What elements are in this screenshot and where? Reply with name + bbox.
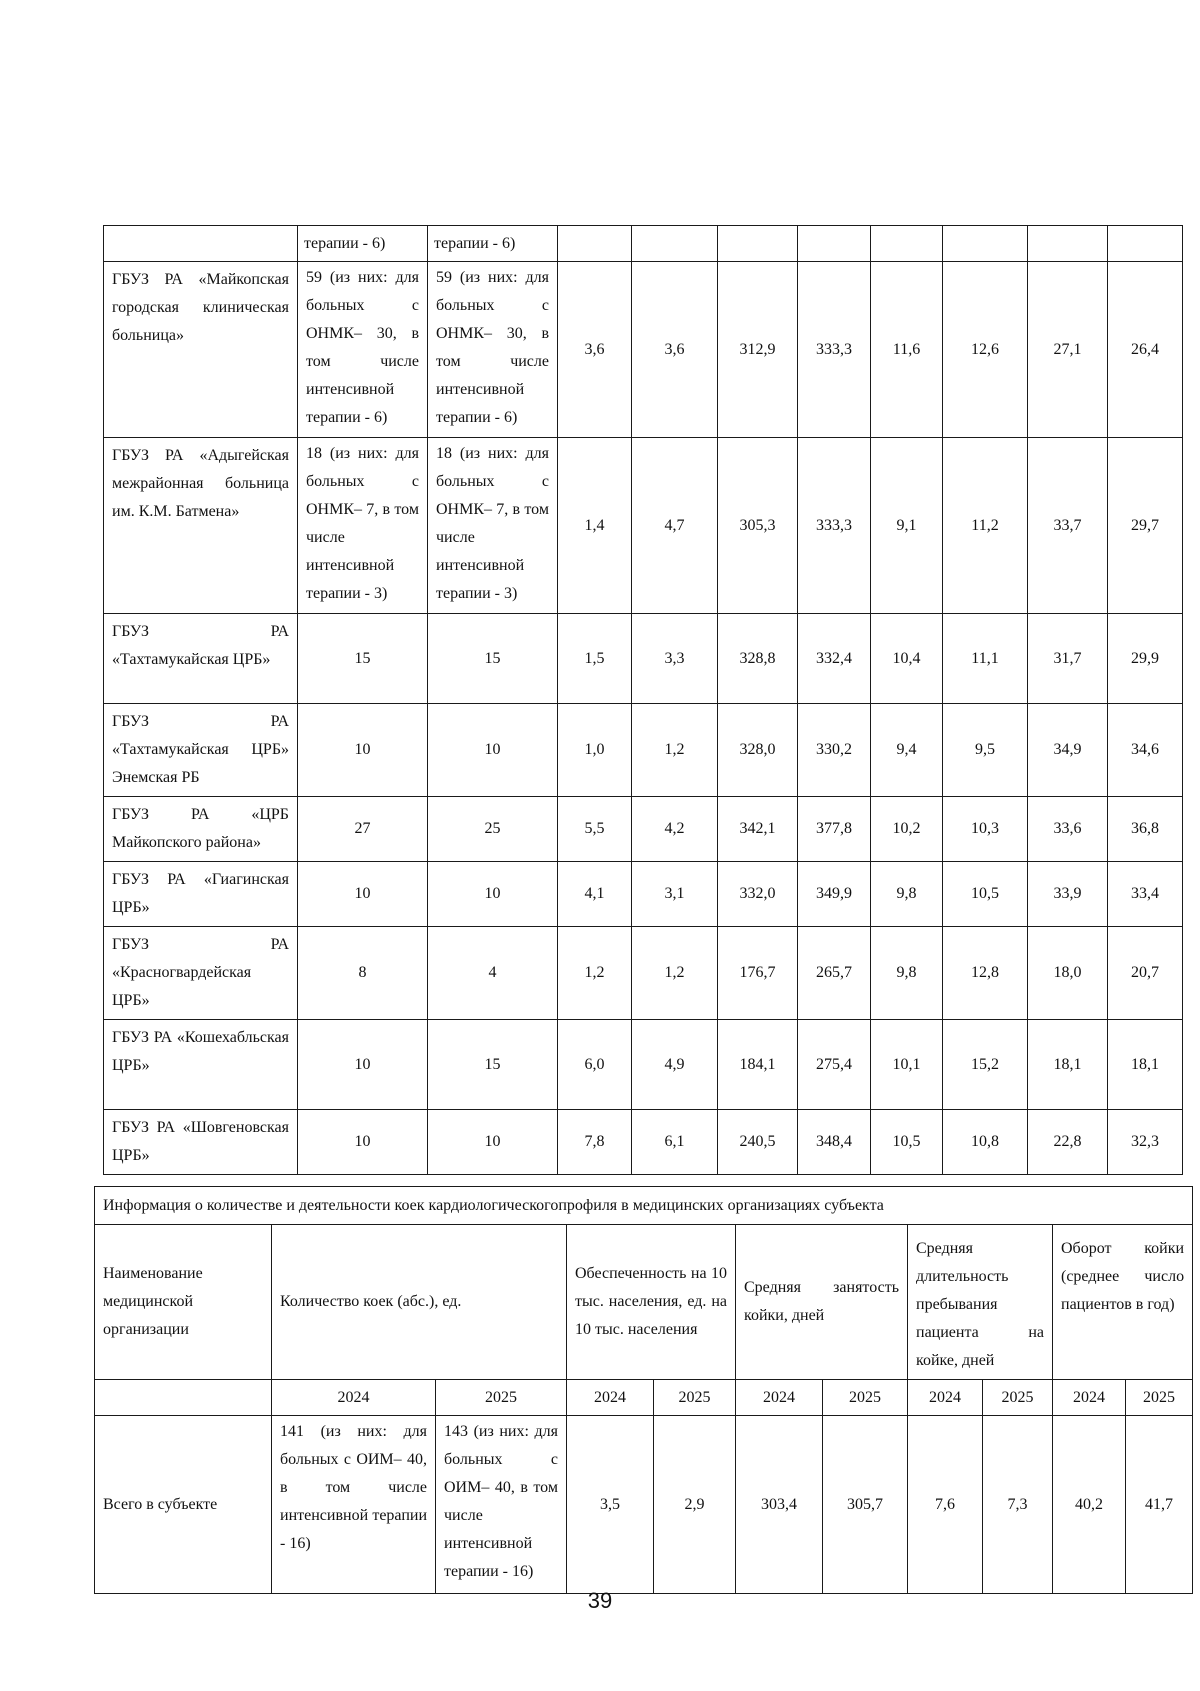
total-value-cell: 7,3 — [983, 1416, 1053, 1594]
value-cell: 6,1 — [632, 1110, 718, 1175]
value-cell: 333,3 — [798, 262, 871, 438]
value-cell: 7,8 — [558, 1110, 632, 1175]
header-provision: Обеспеченность на 10 тыс. населения, ед. на 10 тыс. населения — [567, 1225, 736, 1380]
value-cell: 349,9 — [798, 862, 871, 927]
beds-2025: 15 — [428, 1020, 558, 1110]
value-cell: 10,8 — [943, 1110, 1028, 1175]
value-cell: 176,7 — [718, 927, 798, 1020]
value-cell: 10,3 — [943, 797, 1028, 862]
value-cell: 240,5 — [718, 1110, 798, 1175]
beds-2024: 10 — [298, 1110, 428, 1175]
value-cell: 20,7 — [1108, 927, 1183, 1020]
org-name: ГБУЗ РА «Тахтамукайская ЦРБ» Энемская РБ — [104, 704, 298, 797]
table-row — [104, 704, 1183, 797]
value-cell: 10,1 — [871, 1020, 943, 1110]
value-cell: 328,0 — [718, 704, 798, 797]
value-cell: 33,7 — [1028, 438, 1108, 614]
value-cell: 34,6 — [1108, 704, 1183, 797]
year-header: 2024 — [1053, 1380, 1126, 1416]
year-header: 2024 — [736, 1380, 823, 1416]
total-value-cell: 305,7 — [823, 1416, 908, 1594]
continuation-cell — [104, 226, 298, 262]
org-name: ГБУЗ РА «Майкопская городская клиническая больница» — [104, 262, 298, 438]
table-row — [104, 1110, 1183, 1175]
value-cell: 18,0 — [1028, 927, 1108, 1020]
beds-2025: 10 — [428, 1110, 558, 1175]
org-name: ГБУЗ РА «Шовгеновская ЦРБ» — [104, 1110, 298, 1175]
value-cell: 332,4 — [798, 614, 871, 704]
value-cell: 3,6 — [558, 262, 632, 438]
continuation-cell — [1108, 226, 1183, 262]
continuation-cell: терапии - 6) — [428, 226, 558, 262]
table-row — [104, 226, 1183, 262]
beds-2024: 59 (из них: для больных с ОНМК– 30, в том числе интенсивной терапии - 6) — [298, 262, 428, 438]
value-cell: 184,1 — [718, 1020, 798, 1110]
org-name: ГБУЗ РА «Гиагинская ЦРБ» — [104, 862, 298, 927]
value-cell: 12,8 — [943, 927, 1028, 1020]
continuation-cell: терапии - 6) — [298, 226, 428, 262]
value-cell: 11,1 — [943, 614, 1028, 704]
header-empty-cell — [95, 1380, 272, 1416]
value-cell: 10,5 — [943, 862, 1028, 927]
header-duration: Средняя длительность пребывания пациента на койке, дней — [908, 1225, 1053, 1380]
total-value-cell: 3,5 — [567, 1416, 654, 1594]
total-value-cell: 41,7 — [1126, 1416, 1193, 1594]
beds-2025: 10 — [428, 704, 558, 797]
header-beds: Количество коек (абс.), ед. — [272, 1225, 567, 1380]
value-cell: 332,0 — [718, 862, 798, 927]
continuation-cell — [943, 226, 1028, 262]
total-org: Всего в субъекте — [95, 1416, 272, 1594]
header-occupancy: Средняя занятость койки, дней — [736, 1225, 908, 1380]
continuation-cell — [871, 226, 943, 262]
value-cell: 4,7 — [632, 438, 718, 614]
beds-2025: 18 (из них: для больных с ОНМК– 7, в том числе интенсивной терапии - 3) — [428, 438, 558, 614]
value-cell: 9,8 — [871, 927, 943, 1020]
value-cell: 275,4 — [798, 1020, 871, 1110]
value-cell: 34,9 — [1028, 704, 1108, 797]
org-name: ГБУЗ РА «ЦРБ Майкопского района» — [104, 797, 298, 862]
value-cell: 312,9 — [718, 262, 798, 438]
value-cell: 10,5 — [871, 1110, 943, 1175]
value-cell: 265,7 — [798, 927, 871, 1020]
continuation-cell — [558, 226, 632, 262]
beds-2024: 18 (из них: для больных с ОНМК– 7, в том числе интенсивной терапии - 3) — [298, 438, 428, 614]
table-row — [104, 614, 1183, 704]
beds-2025: 10 — [428, 862, 558, 927]
year-header: 2025 — [654, 1380, 736, 1416]
beds-2024: 8 — [298, 927, 428, 1020]
value-cell: 9,5 — [943, 704, 1028, 797]
beds-2024: 10 — [298, 862, 428, 927]
value-cell: 36,8 — [1108, 797, 1183, 862]
beds-2025: 25 — [428, 797, 558, 862]
value-cell: 9,1 — [871, 438, 943, 614]
value-cell: 29,9 — [1108, 614, 1183, 704]
year-header: 2025 — [823, 1380, 908, 1416]
year-header: 2025 — [983, 1380, 1053, 1416]
value-cell: 31,7 — [1028, 614, 1108, 704]
beds-2024: 10 — [298, 704, 428, 797]
value-cell: 4,9 — [632, 1020, 718, 1110]
table-row — [104, 1020, 1183, 1110]
value-cell: 33,9 — [1028, 862, 1108, 927]
value-cell: 348,4 — [798, 1110, 871, 1175]
value-cell: 6,0 — [558, 1020, 632, 1110]
beds-2024: 27 — [298, 797, 428, 862]
org-name: ГБУЗ РА «Красногвардейская ЦРБ» — [104, 927, 298, 1020]
table-row — [104, 862, 1183, 927]
total-beds-2024: 141 (из них: для больных с ОИМ– 40, в том числе интенсивной терапии - 16) — [272, 1416, 436, 1594]
beds-2024: 15 — [298, 614, 428, 704]
value-cell: 33,6 — [1028, 797, 1108, 862]
continuation-cell — [718, 226, 798, 262]
total-value-cell: 2,9 — [654, 1416, 736, 1594]
table-row — [104, 438, 1183, 614]
total-value-cell: 303,4 — [736, 1416, 823, 1594]
org-name: ГБУЗ РА «Кошехабльская ЦРБ» — [104, 1020, 298, 1110]
value-cell: 18,1 — [1108, 1020, 1183, 1110]
value-cell: 26,4 — [1108, 262, 1183, 438]
value-cell: 328,8 — [718, 614, 798, 704]
value-cell: 333,3 — [798, 438, 871, 614]
value-cell: 4,2 — [632, 797, 718, 862]
value-cell: 1,0 — [558, 704, 632, 797]
table-row — [104, 797, 1183, 862]
value-cell: 1,2 — [632, 704, 718, 797]
value-cell: 12,6 — [943, 262, 1028, 438]
value-cell: 305,3 — [718, 438, 798, 614]
beds-2025: 59 (из них: для больных с ОНМК– 30, в том числе интенсивной терапии - 6) — [428, 262, 558, 438]
value-cell: 10,2 — [871, 797, 943, 862]
value-cell: 3,6 — [632, 262, 718, 438]
value-cell: 1,5 — [558, 614, 632, 704]
value-cell: 33,4 — [1108, 862, 1183, 927]
value-cell: 11,6 — [871, 262, 943, 438]
total-value-cell: 7,6 — [908, 1416, 983, 1594]
total-beds-2025: 143 (из них: для больных с ОИМ– 40, в том числе интенсивной терапии - 16) — [436, 1416, 567, 1594]
value-cell: 5,5 — [558, 797, 632, 862]
value-cell: 15,2 — [943, 1020, 1028, 1110]
value-cell: 1,2 — [632, 927, 718, 1020]
value-cell: 377,8 — [798, 797, 871, 862]
year-header: 2024 — [272, 1380, 436, 1416]
continuation-cell — [1028, 226, 1108, 262]
year-header: 2025 — [1126, 1380, 1193, 1416]
value-cell: 18,1 — [1028, 1020, 1108, 1110]
table-row — [104, 927, 1183, 1020]
beds-2025: 4 — [428, 927, 558, 1020]
value-cell: 3,1 — [632, 862, 718, 927]
continuation-cell — [632, 226, 718, 262]
value-cell: 11,2 — [943, 438, 1028, 614]
table-row — [104, 262, 1183, 438]
year-header: 2025 — [436, 1380, 567, 1416]
value-cell: 1,4 — [558, 438, 632, 614]
value-cell: 342,1 — [718, 797, 798, 862]
total-value-cell: 40,2 — [1053, 1416, 1126, 1594]
hospital-beds-table-continued — [103, 225, 1183, 1175]
value-cell: 4,1 — [558, 862, 632, 927]
beds-2024: 10 — [298, 1020, 428, 1110]
beds-2025: 15 — [428, 614, 558, 704]
continuation-cell — [798, 226, 871, 262]
header-turnover: Оборот койки (среднее число пациентов в год) — [1053, 1225, 1193, 1380]
value-cell: 330,2 — [798, 704, 871, 797]
value-cell: 32,3 — [1108, 1110, 1183, 1175]
value-cell: 22,8 — [1028, 1110, 1108, 1175]
value-cell: 10,4 — [871, 614, 943, 704]
value-cell: 3,3 — [632, 614, 718, 704]
year-header: 2024 — [908, 1380, 983, 1416]
value-cell: 9,4 — [871, 704, 943, 797]
header-org: Наименование медицинской организации — [95, 1225, 272, 1380]
org-name: ГБУЗ РА «Тахтамукайская ЦРБ» — [104, 614, 298, 704]
page-number: 39 — [587, 1588, 613, 1613]
value-cell: 27,1 — [1028, 262, 1108, 438]
org-name: ГБУЗ РА «Адыгейская межрайонная больница им. К.М. Батмена» — [104, 438, 298, 614]
table-caption: Информация о количестве и деятельности коек кардиологическогопрофиля в медицинских организациях субъекта — [95, 1187, 1193, 1225]
year-header: 2024 — [567, 1380, 654, 1416]
value-cell: 29,7 — [1108, 438, 1183, 614]
value-cell: 1,2 — [558, 927, 632, 1020]
value-cell: 9,8 — [871, 862, 943, 927]
cardiology-beds-table — [94, 1186, 1193, 1594]
